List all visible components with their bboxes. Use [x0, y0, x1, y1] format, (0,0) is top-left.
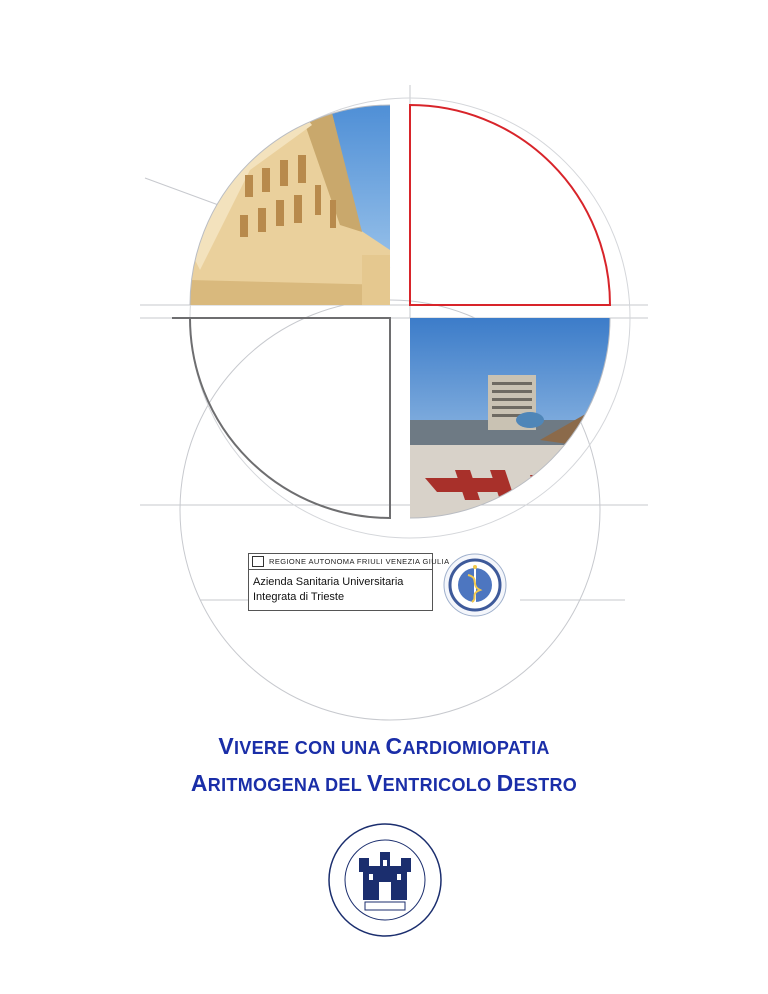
photo-hospital-helipad — [410, 318, 610, 518]
university-seal-icon — [329, 824, 441, 936]
title-line-2: ARITMOGENA DEL VENTRICOLO DESTRO — [190, 770, 578, 796]
hospital-emblem-icon — [444, 554, 506, 616]
regional-health-logo — [248, 553, 450, 611]
agency-name-line2: Integrata di Trieste — [253, 591, 345, 603]
photo-historic-building — [190, 105, 390, 305]
grey-quarter-outline — [190, 318, 390, 518]
region-header: REGIONE AUTONOMA FRIULI VENEZIA GIULIA — [249, 554, 432, 570]
red-quarter-outline — [410, 105, 610, 305]
title-line-1: VIVERE CON UNA CARDIOMIOPATIA — [218, 733, 550, 759]
agency-name-line1: Azienda Sanitaria Universitaria — [253, 576, 404, 588]
